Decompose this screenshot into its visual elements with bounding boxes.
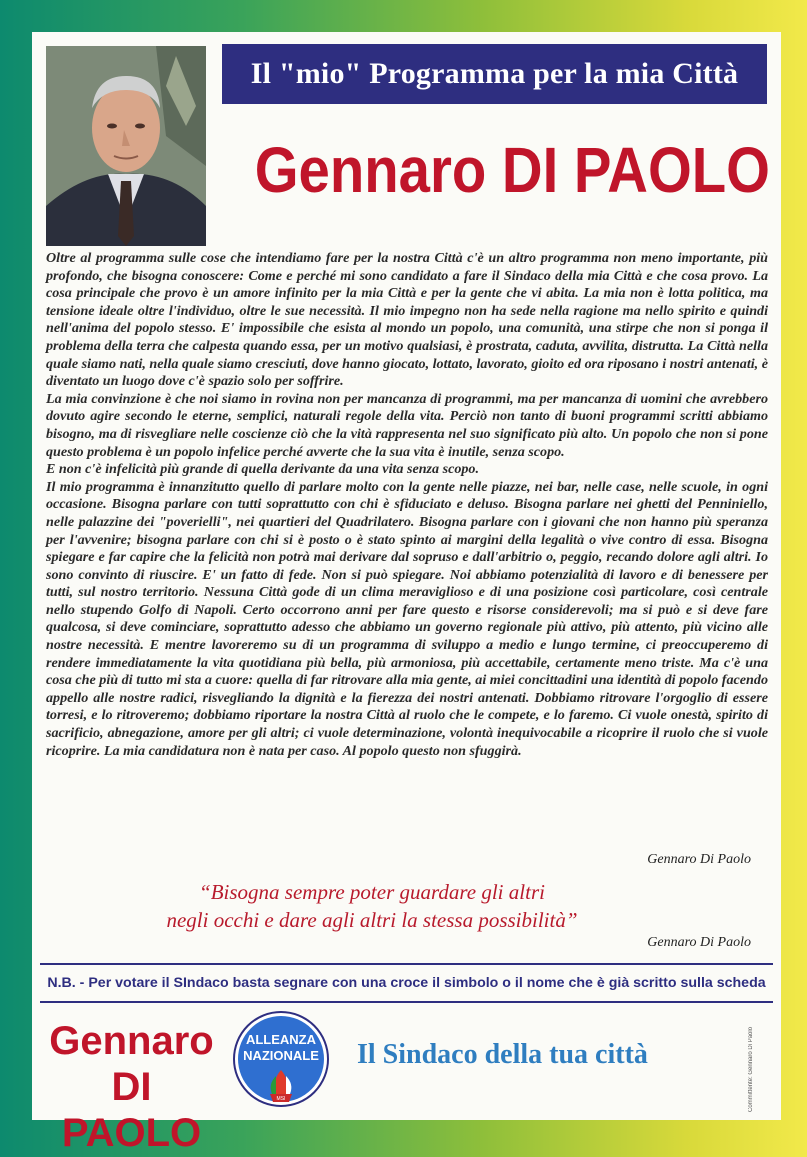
program-title: Il "mio" Programma per la mia Città	[250, 57, 739, 90]
body-paragraph-2: La mia convinzione è che noi siamo in rovina non per mancanza di programmi, ma per mancanza di uomini che avrebbero dovuto agire secondo le eterne, semplici, naturali regole della vita. Perciò non tanto di buoni programmi scritti abbiamo bisogno, ma di risvegliare nelle coscienze ciò che la vità rappresenta nel suo significato più alto. Un popolo che non si pone questo problema è un popolo infelice perché avverte che la sua vita è inutile, senza scopo.	[46, 390, 768, 460]
body-paragraph-4: Il mio programma è innanzitutto quello di parlare molto con la gente nelle piazze, nei bar, nelle case, nelle scuole, in ogni occasione. Bisogna parlare con tutti soprattutto con chi è sfiduciato e deluso. Bisogna parlare nei ghetti del Penniniello, nelle palazzine dei "poverielli", nei quartieri del Quadrilatero. Bisogna parlare con i giovani che non hanno più speranza per l'avvenire; bisogna parlare con chi si è posto o è stato spinto ai margini della legalità o vive contro di essa. Bisogna spiegare e far capire che la felicità non potrà mai derivare dal sopruso e dall'arbitrio o, peggio, recando dolore agli altri. Io sono convinto di riuscire. E' un fatto di fede. Non si può spiegare. Noi abbiamo potenzialità di lavoro e di benessere per tutti, sul nostro territorio. Nessuna Città gode di un clima meraviglioso e di una posizione così particolare, così centrale nello stupendo Golfo di Napoli. Certo occorrono anni per fare questo e risorse considerevoli; ma si può e si deve fare qualcosa, si deve cominciare, soprattutto adesso che abbiamo un governo regionale più attivo, più attento, più vicino alle nostre necessità. E mentre lavoreremo su di un programma di sviluppo a medio e lungo termine, ci preoccuperemo di rendere immediatamente la vita quotidiana più bella, più armoniosa, più accettabile, certamente meno triste. Ma c'è una cosa che più di tutto mi sta a cuore: quella di far ritrovare alla mia gente, ai miei concittadini una identità di popolo facendo appello alle nostre radici, risvegliando la dignità e la fierezza dei nostri antenati. Dobbiamo ritrovare l'orgoglio di essere torresi, e lo ritroveremo; dobbiamo riportare la nostra Città al ruolo che le compete, e lo faremo. Ci vuole onestà, spirito di sacrificio, abnegazione, amore per gli altri; ci vuole determinazione, volontà inequivocabile a ricoprire il ruolo che si vuole ricoprire. La mia candidatura non è nata per caso. Al popolo questo non sfuggirà.	[46, 478, 768, 759]
program-title-banner	[222, 44, 767, 104]
flame-text: MSI	[276, 1096, 286, 1102]
committente-note: Committente: Gennaro Di Paolo	[748, 1026, 754, 1112]
body-signature: Gennaro Di Paolo	[647, 852, 751, 867]
program-body	[46, 250, 768, 760]
mayor-slogan: Il Sindaco della tua città	[357, 1039, 648, 1070]
footer-candidate-name	[44, 1018, 219, 1156]
quote-signature: Gennaro Di Paolo	[647, 935, 751, 950]
quote-block	[92, 878, 652, 934]
party-name-line-1: ALLEANZA	[245, 1032, 317, 1047]
candidate-photo	[46, 46, 206, 246]
alleanza-nazionale-logo	[232, 1010, 330, 1108]
quote-line-2: negli occhi e dare agli altri la stessa possibilità”	[166, 908, 578, 932]
voting-note-text: N.B. - Per votare il SIndaco basta segnare con una croce il simbolo o il nome che è già scritto sulla scheda	[47, 975, 766, 991]
quote-line-1: “Bisogna sempre poter guardare gli altri	[199, 880, 545, 904]
footer-name-line-2: DI PAOLO	[61, 1065, 202, 1155]
candidate-name-heading: Gennaro DI PAOLO	[254, 134, 770, 206]
voting-note	[40, 963, 773, 1003]
body-paragraph-1: Oltre al programma sulle cose che intendiamo fare per la nostra Città c'è un altro programma non meno importante, più profondo, che bisogna conoscere: Come e perché mi sono candidato a fare il Sindaco della mia Città e che cosa provo. La cosa principale che provo è un amore infinito per la mia Città e per la gente che vi abita. La mia non è lotta politica, ma tensione ideale oltre l'individuo, oltre le sue necessità. Il mio impegno non ha sede nella ragione ma nello spirito e quindi nell'anima del popolo stesso. E' impossibile che esista al mondo un popolo, una comunità, una stirpe che non si ponga il problema della terra che calpesta quando essa, per un motivo qualsiasi, è prostrata, caduta, avvilita, distrutta. La Città nella quale siamo nati, nella quale siamo cresciuti, dove hanno giocato, lottato, lavorato, gioito ed ora riposano i nostri antenati, è diventato un luogo dove c'è spazio solo per soffrire.	[46, 250, 768, 390]
footer-name-line-1: Gennaro	[49, 1019, 214, 1063]
candidate-portrait-image	[46, 46, 206, 246]
body-paragraph-3: E non c'è infelicità più grande di quella derivante da una vita senza scopo.	[46, 461, 480, 478]
flyer-sheet	[32, 32, 781, 1155]
party-name-line-2: NAZIONALE	[243, 1048, 319, 1063]
